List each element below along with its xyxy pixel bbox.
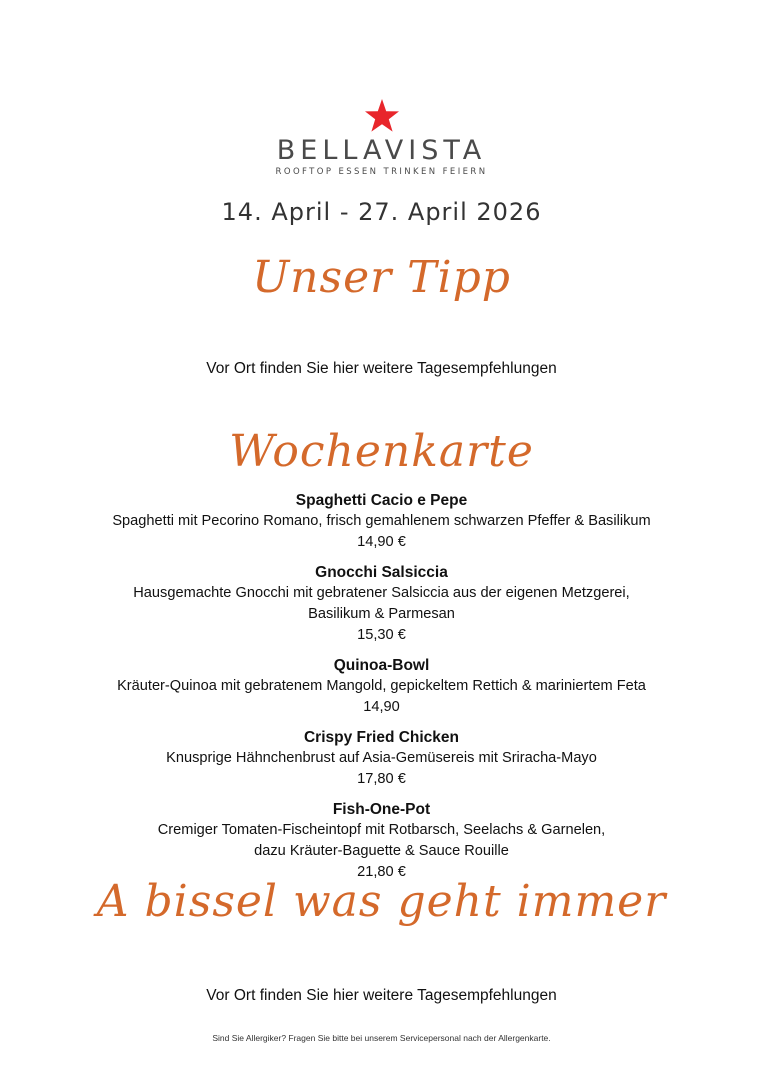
star-icon: [364, 98, 400, 134]
always-note: Vor Ort finden Sie hier weitere Tagesempfehlungen: [206, 987, 557, 1004]
dish-item: [0, 655, 763, 718]
dish-name: Fish-One-Pot: [332, 801, 431, 818]
dish-name: Spaghetti Cacio e Pepe: [295, 492, 468, 509]
dish-list: [0, 490, 763, 892]
dish-name: Quinoa-Bowl: [333, 657, 430, 674]
tip-note: Vor Ort finden Sie hier weitere Tagesempfehlungen: [206, 360, 557, 377]
dish-price: 17,80 €: [357, 771, 406, 787]
dish-name: Gnocchi Salsiccia: [315, 564, 448, 581]
tip-heading: Unser Tipp: [252, 252, 511, 303]
brand-tagline: ROOFTOP ESSEN TRINKEN FEIERN: [275, 167, 488, 177]
always-heading: A bissel was geht immer: [96, 876, 667, 927]
dish-description: Spaghetti mit Pecorino Romano, frisch gemahlenem schwarzen Pfeffer & Basilikum: [112, 513, 651, 529]
dish-price: 14,90: [363, 699, 400, 715]
dish-item: [0, 799, 763, 883]
brand-name: BELLAVISTA: [276, 135, 487, 166]
dish-description: Hausgemachte Gnocchi mit gebratener Salsiccia aus der eigenen Metzgerei, Basilikum & Parmesan: [133, 585, 630, 622]
allergy-note: Sind Sie Allergiker? Fragen Sie bitte bei unserem Servicepersonal nach der Allergenkarte.: [212, 1033, 551, 1043]
dish-price: 15,30 €: [357, 627, 406, 643]
logo: [0, 98, 763, 177]
dish-item: [0, 490, 763, 553]
dish-description: Knusprige Hähnchenbrust auf Asia-Gemüsereis mit Sriracha-Mayo: [166, 750, 597, 766]
dish-price: 21,80 €: [357, 864, 406, 880]
dish-item: [0, 562, 763, 646]
dish-item: [0, 727, 763, 790]
weekly-heading: Wochenkarte: [229, 426, 534, 477]
date-range: 14. April - 27. April 2026: [221, 198, 542, 226]
dish-description: Kräuter-Quinoa mit gebratenem Mangold, gepickeltem Rettich & mariniertem Feta: [117, 678, 646, 694]
dish-price: 14,90 €: [357, 534, 406, 550]
dish-name: Crispy Fried Chicken: [303, 729, 460, 746]
dish-description: Cremiger Tomaten-Fischeintopf mit Rotbarsch, Seelachs & Garnelen, dazu Kräuter-Baguette & Sauce Rouille: [157, 822, 606, 859]
